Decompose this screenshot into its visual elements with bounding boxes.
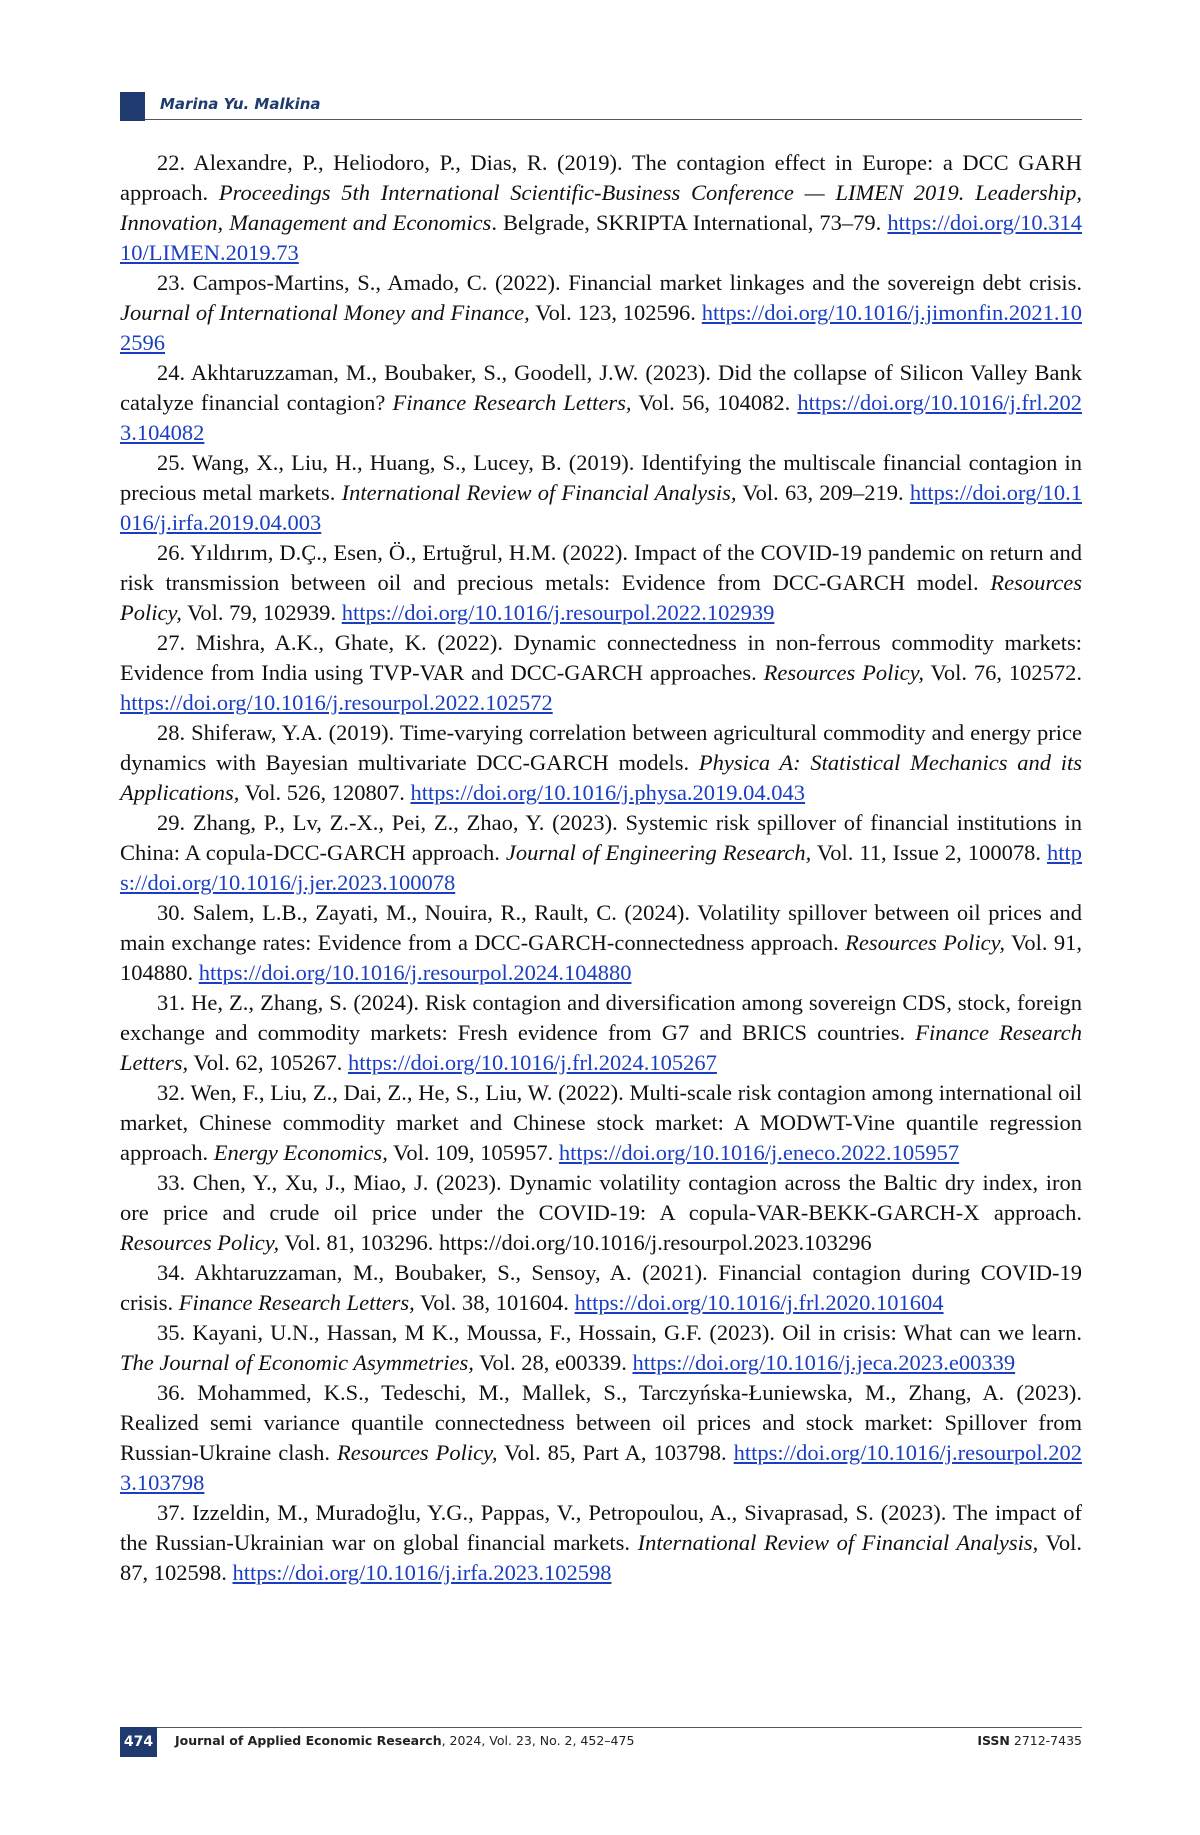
doi-link[interactable]: https://doi.org/10.1016/j.frl.2024.105267 [347,1050,717,1075]
reference-item: 25. Wang, X., Liu, H., Huang, S., Lucey, B. (2019). Identifying the multiscale financial contagion in precious metal markets. International Review of Financial Analysis, Vol. 63, 209–219. https://doi.org/10.1016/j.irfa.2019.04.003 [120,450,1082,535]
reference-item: 24. Akhtaruzzaman, M., Boubaker, S., Goodell, J.W. (2023). Did the collapse of Silicon Valley Bank catalyze financial contagion? Finance Research Letters, Vol. 56, 104082. https://doi.org/10.1016/j.frl.2023.104082 [120,360,1082,445]
doi-link[interactable]: https://doi.org/10.1016/j.resourpol.2023.103798 [120,1440,1082,1495]
doi-link[interactable]: https://doi.org/10.1016/j.irfa.2019.04.003 [120,480,1082,535]
doi-link[interactable]: https://doi.org/10.1016/j.jeca.2023.e00339 [632,1350,1016,1375]
footer-rule [120,1727,1082,1728]
reference-item: 37. Izzeldin, M., Muradoğlu, Y.G., Pappas, V., Petropoulou, A., Sivaprasad, S. (2023). The impact of the Russian-Ukrainian war on global financial markets. International Review of Financial Analysis, Vol. 87, 102598. https://doi.org/10.1016/j.irfa.2023.102598 [120,1500,1082,1585]
page-number: 474 [120,1727,157,1757]
reference-item: 29. Zhang, P., Lv, Z.-X., Pei, Z., Zhao, Y. (2023). Systemic risk spillover of financial institutions in China: A copula-DCC-GARCH approach. Journal of Engineering Research, Vol. 11, Issue 2, 100078. https://doi.org/10.1016/j.jer.2023.100078 [120,810,1082,895]
doi-link[interactable]: https://doi.org/10.1016/j.resourpol.2022.102939 [341,600,775,625]
doi-link[interactable]: https://doi.org/10.1016/j.eneco.2022.105957 [558,1140,960,1165]
reference-item: 32. Wen, F., Liu, Z., Dai, Z., He, S., Liu, W. (2022). Multi-scale risk contagion among international oil market, Chinese commodity market and Chinese stock market: A MODWT-Vine quantile regression approach. Energy Economics, Vol. 109, 105957. https://doi.org/10.1016/j.eneco.2022.105957 [120,1080,1082,1165]
doi-link[interactable]: https://doi.org/10.1016/j.resourpol.2022.102572 [120,690,553,715]
doi-link[interactable]: https://doi.org/10.1016/j.irfa.2023.102598 [232,1560,612,1585]
reference-list [120,148,1082,1588]
doi-link[interactable]: https://doi.org/10.1016/j.resourpol.2024.104880 [198,960,632,985]
doi-link[interactable]: https://doi.org/10.1016/j.jer.2023.100078 [120,840,1082,895]
reference-item: 28. Shiferaw, Y.A. (2019). Time-varying correlation between agricultural commodity and energy price dynamics with Bayesian multivariate DCC-GARCH models. Physica A: Statistical Mechanics and its Applications, Vol. 526, 120807. https://doi.org/10.1016/j.physa.2019.04.043 [120,720,1082,805]
doi-link[interactable]: https://doi.org/10.1016/j.frl.2020.101604 [574,1290,944,1315]
page-footer [120,1727,1082,1757]
reference-item: 34. Akhtaruzzaman, M., Boubaker, S., Sensoy, A. (2021). Financial contagion during COVID-19 crisis. Finance Research Letters, Vol. 38, 101604. https://doi.org/10.1016/j.frl.2020.101604 [120,1260,1082,1315]
reference-item: 27. Mishra, A.K., Ghate, K. (2022). Dynamic connectedness in non-ferrous commodity markets: Evidence from India using TVP-VAR and DCC-GARCH approaches. Resources Policy, Vol. 76, 102572. https://doi.org/10.1016/j.resourpol.2022.102572 [120,630,1082,715]
reference-item: 23. Campos-Martins, S., Amado, C. (2022). Financial market linkages and the sovereign debt crisis. Journal of International Money and Finance, Vol. 123, 102596. https://doi.org/10.1016/j.jimonfin.2021.102596 [120,270,1082,355]
doi-link[interactable]: https://doi.org/10.1016/j.jimonfin.2021.102596 [120,300,1082,355]
header-rule [145,119,1082,120]
reference-item: 31. He, Z., Zhang, S. (2024). Risk contagion and diversification among sovereign CDS, stock, foreign exchange and commodity markets: Fresh evidence from G7 and BRICS countries. Finance Research Letters, Vol. 62, 105267. https://doi.org/10.1016/j.frl.2024.105267 [120,990,1082,1075]
reference-item: 35. Kayani, U.N., Hassan, M K., Moussa, F., Hossain, G.F. (2023). Oil in crisis: What can we learn. The Journal of Economic Asymmetries, Vol. 28, e00339. https://doi.org/10.1016/j.jeca.2023.e00339 [120,1320,1082,1375]
doi-link[interactable]: https://doi.org/10.31410/LIMEN.2019.73 [120,210,1082,265]
reference-item: 33. Chen, Y., Xu, J., Miao, J. (2023). Dynamic volatility contagion across the Baltic dry index, iron ore price and crude oil price under the COVID-19: A copula-VAR-BEKK-GARCH-X approach. Resources Policy, Vol. 81, 103296. https://doi.org/10.1016/j.resourpol.2023.103296 [120,1170,1082,1255]
reference-item: 22. Alexandre, P., Heliodoro, P., Dias, R. (2019). The contagion effect in Europe: a DCC GARH approach. Proceedings 5th International Scientific-Business Conference — LIMEN 2019. Leadership, Innovation, Management and Economics. Belgrade, SKRIPTA International, 73–79. https://doi.org/10.31410/LIMEN.2019.73 [120,150,1083,265]
footer-journal: Journal of Applied Economic Research, 2024, Vol. 23, No. 2, 452–475 [175,1733,635,1748]
reference-item: 30. Salem, L.B., Zayati, M., Nouira, R., Rault, C. (2024). Volatility spillover between oil prices and main exchange rates: Evidence from a DCC-GARCH-connectedness approach. Resources Policy, Vol. 91, 104880. https://doi.org/10.1016/j.resourpol.2024.104880 [120,900,1082,985]
header-author: Marina Yu. Malkina [160,95,321,113]
reference-item: 26. Yıldırım, D.Ç., Esen, Ö., Ertuğrul, H.M. (2022). Impact of the COVID-19 pandemic on return and risk transmission between oil and precious metals: Evidence from DCC-GARCH model. Resources Policy, Vol. 79, 102939. https://doi.org/10.1016/j.resourpol.2022.102939 [120,540,1082,625]
doi-text: https://doi.org/10.1016/j.resourpol.2023.103296 [438,1230,872,1255]
header-color-block [120,92,145,121]
reference-item: 36. Mohammed, K.S., Tedeschi, M., Mallek, S., Tarczyńska-Łuniewska, M., Zhang, A. (2023). Realized semi variance quantile connectedness between oil prices and stock market: Spillover from Russian-Ukraine clash. Resources Policy, Vol. 85, Part A, 103798. https://doi.org/10.1016/j.resourpol.2023.103798 [120,1380,1082,1495]
running-header [120,90,1082,120]
doi-link[interactable]: https://doi.org/10.1016/j.frl.2023.104082 [120,390,1082,445]
doi-link[interactable]: https://doi.org/10.1016/j.physa.2019.04.043 [410,780,806,805]
footer-issn: ISSN 2712-7435 [977,1733,1082,1748]
